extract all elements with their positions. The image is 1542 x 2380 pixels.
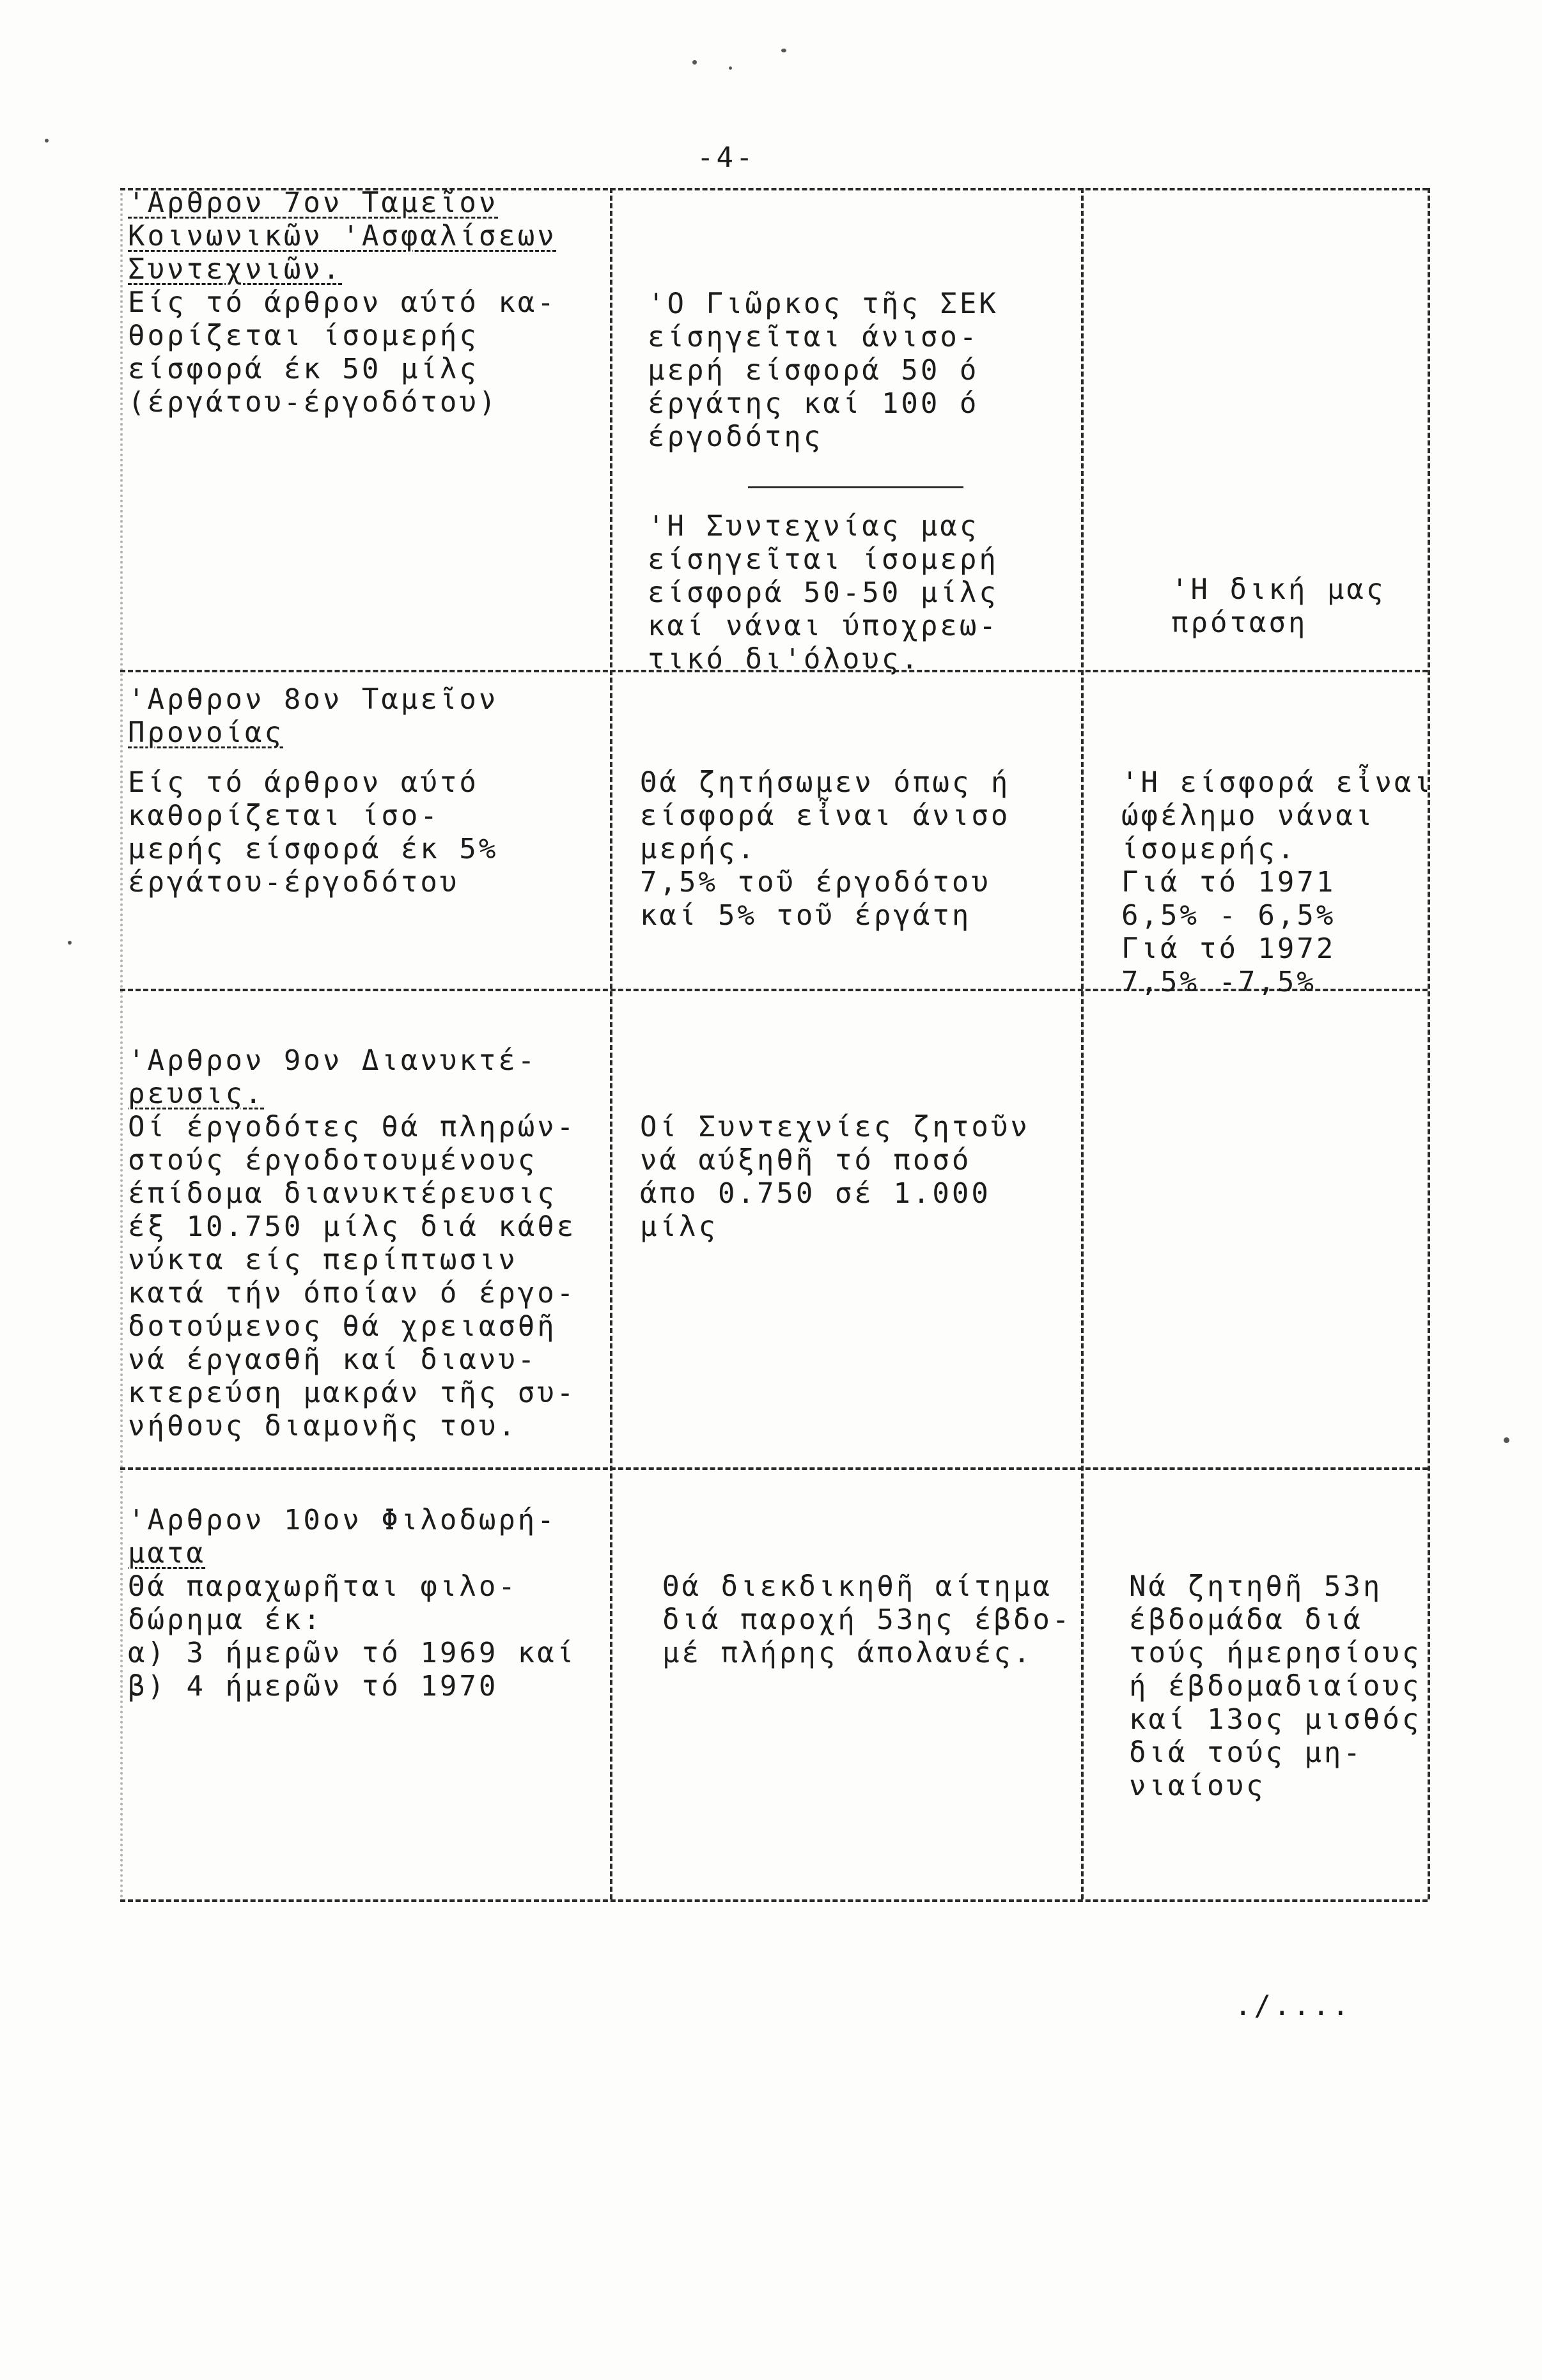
text-line: Θά διεκδικηθῆ αίτημα xyxy=(662,1570,1052,1603)
text-line: νήθους διαμονῆς του. xyxy=(128,1410,518,1442)
article-heading xyxy=(128,1504,576,1537)
article-heading-underlined xyxy=(128,1537,576,1570)
text-line: διά τούς μη- xyxy=(1129,1736,1363,1769)
text-line: 'Η Συντεχνίας μας xyxy=(648,510,979,543)
text-line: 'Ο Γιῶρκος τῆς ΣΕΚ xyxy=(648,288,999,320)
text-line: έπίδομα διανυκτέρευσις xyxy=(128,1177,557,1210)
scan-speck xyxy=(692,60,697,65)
text-line: νά έργασθῆ καί διανυ- xyxy=(128,1343,538,1376)
union-proposal-text xyxy=(648,510,999,676)
text-line: μίλς xyxy=(640,1210,718,1243)
text-line: είσηγεῖται ίσομερή xyxy=(648,543,999,576)
text-line: α) 3 ήμερῶν τό 1969 καί xyxy=(128,1637,577,1669)
article-heading-underlined xyxy=(128,716,498,750)
article-heading xyxy=(128,683,498,716)
column-divider xyxy=(610,188,612,1899)
demand-text xyxy=(640,766,1010,932)
our-proposal-text xyxy=(1121,766,1433,999)
text-line: 'Αρθρον 9ον Διανυκτέ- xyxy=(128,1044,538,1077)
text-line: ώφέλημο νάναι xyxy=(1121,800,1375,832)
text-line: Νά ζητηθῆ 53η xyxy=(1129,1570,1383,1603)
text-line: ίσομερής. xyxy=(1121,833,1297,865)
article-text xyxy=(128,1111,576,1443)
article-heading-underlined xyxy=(128,1078,576,1111)
article-10-cell xyxy=(128,1504,576,1703)
text-line: μέ πλήρης άπολαυές. xyxy=(662,1637,1033,1669)
article-7-cell xyxy=(128,187,557,419)
text-line: δώρημα έκ: xyxy=(128,1603,323,1636)
text-line: διά παροχή 53ης έβδο- xyxy=(662,1603,1072,1636)
continuation-mark: ./.... xyxy=(1234,1990,1351,2022)
scan-speck xyxy=(1504,1437,1509,1443)
text-line: καί νάναι ύποχρεω- xyxy=(648,610,999,642)
article-text xyxy=(128,286,557,419)
text-line: έργάτης καί 100 ό xyxy=(648,387,979,420)
text-line: μερής. xyxy=(640,833,757,865)
text-line: Συντεχνιῶν. xyxy=(128,253,343,286)
article-8-cell xyxy=(128,683,498,899)
text-line: Θά ζητήσωμεν όπως ή xyxy=(640,766,1011,799)
text-line: άπο 0.750 σέ 1.000 xyxy=(640,1177,991,1210)
text-line: 'Η είσφορά εἶναι xyxy=(1121,766,1433,799)
text-line: β) 4 ήμερῶν τό 1970 xyxy=(128,1670,499,1703)
text-line: καί 13ος μισθός xyxy=(1129,1703,1422,1736)
text-line: έβδομάδα διά xyxy=(1129,1603,1363,1636)
text-line: τικό δι'όλους. xyxy=(648,643,921,676)
text-line: δοτούμενος θά χρειασθῆ xyxy=(128,1310,557,1343)
scan-speck xyxy=(45,139,49,143)
text-line: κατά τήν όποίαν ό έργο- xyxy=(128,1277,577,1310)
text-line: νύκτα είς περίπτωσιν xyxy=(128,1244,518,1276)
text-line: Είς τό άρθρον αύτό κα- xyxy=(128,286,557,319)
text-line: κτερεύση μακράν τῆς συ- xyxy=(128,1377,577,1409)
text-line: ή έβδομαδιαίους xyxy=(1129,1670,1422,1703)
text-line: είσηγεῖται άνισο- xyxy=(648,321,979,353)
demand-text xyxy=(662,1570,1071,1670)
text-line: είσφορά έκ 50 μίλς xyxy=(128,353,479,385)
text-line: Θά παραχωρῆται φιλο- xyxy=(128,1570,518,1603)
article-9-cell xyxy=(128,1044,576,1443)
text-line: μερή είσφορά 50 ό xyxy=(648,354,979,387)
text-line: θορίζεται ίσομερής xyxy=(128,320,479,352)
text-line: τούς ήμερησίους xyxy=(1129,1637,1422,1669)
table-bottom-rule xyxy=(120,1899,1428,1902)
text-line: (έργάτου-έργοδότου) xyxy=(128,386,499,419)
text-line: 6,5% - 6,5% xyxy=(1121,899,1336,932)
text-line: 'Αρθρον 7ον Ταμεῖον xyxy=(128,187,499,219)
scan-speck xyxy=(729,66,732,70)
table-right-border xyxy=(1428,188,1430,1899)
text-line: έργάτου-έργοδότου xyxy=(128,866,460,899)
text-line: Γιά τό 1972 xyxy=(1121,932,1336,965)
row-divider xyxy=(120,1467,1428,1470)
text-line: έξ 10.750 μίλς διά κάθε xyxy=(128,1210,577,1243)
scan-speck xyxy=(781,49,786,52)
text-line: Είς τό άρθρον αύτό xyxy=(128,766,479,799)
text-line: 'Η δική μας xyxy=(1171,573,1386,606)
sek-proposal-text xyxy=(648,288,999,454)
page-number: -4- xyxy=(697,141,756,174)
demand-text xyxy=(640,1111,1030,1244)
text-line: Κοινωνικῶν 'Ασφαλίσεων xyxy=(128,220,557,252)
text-line: 7,5% τοῦ έργοδότου xyxy=(640,866,991,899)
article-text xyxy=(128,1570,576,1703)
our-proposal-text xyxy=(1129,1570,1421,1803)
scan-speck xyxy=(68,941,72,945)
text-line: καί 5% τοῦ έργάτη xyxy=(640,899,972,932)
our-proposal-text xyxy=(1171,573,1385,640)
short-separator-rule xyxy=(748,486,963,488)
text-line: Οί Συντεχνίες ζητοῦν xyxy=(640,1111,1030,1143)
text-line: Προνοίας xyxy=(128,716,284,749)
article-text xyxy=(128,766,498,899)
text-line: στούς έργοδοτουμένους xyxy=(128,1144,538,1177)
text-line: ματα xyxy=(128,1537,206,1570)
text-line: Οί έργοδότες θά πληρών- xyxy=(128,1111,577,1143)
text-line: είσφορά 50-50 μίλς xyxy=(648,576,999,609)
text-line: καθορίζεται ίσο- xyxy=(128,800,440,832)
text-line: νιαίους xyxy=(1129,1770,1266,1802)
text-line: μερής είσφορά έκ 5% xyxy=(128,833,499,865)
text-line: είσφορά εἶναι άνισο xyxy=(640,800,1011,832)
text-line: έργοδότης xyxy=(648,421,823,453)
text-line: 'Αρθρον 10ον Φιλοδωρή- xyxy=(128,1504,557,1536)
text-line: πρόταση xyxy=(1171,607,1308,639)
text-line: 7,5% -7,5% xyxy=(1121,966,1316,998)
text-line: ρευσις. xyxy=(128,1078,265,1110)
article-heading xyxy=(128,187,557,286)
column-divider xyxy=(1081,188,1084,1899)
text-line: 'Αρθρον 8ον Ταμεῖον xyxy=(128,683,499,716)
text-line: Γιά τό 1971 xyxy=(1121,866,1336,899)
table-left-border xyxy=(120,188,123,1899)
article-heading xyxy=(128,1044,576,1078)
text-line: νά αύξηθῆ τό ποσό xyxy=(640,1144,972,1177)
